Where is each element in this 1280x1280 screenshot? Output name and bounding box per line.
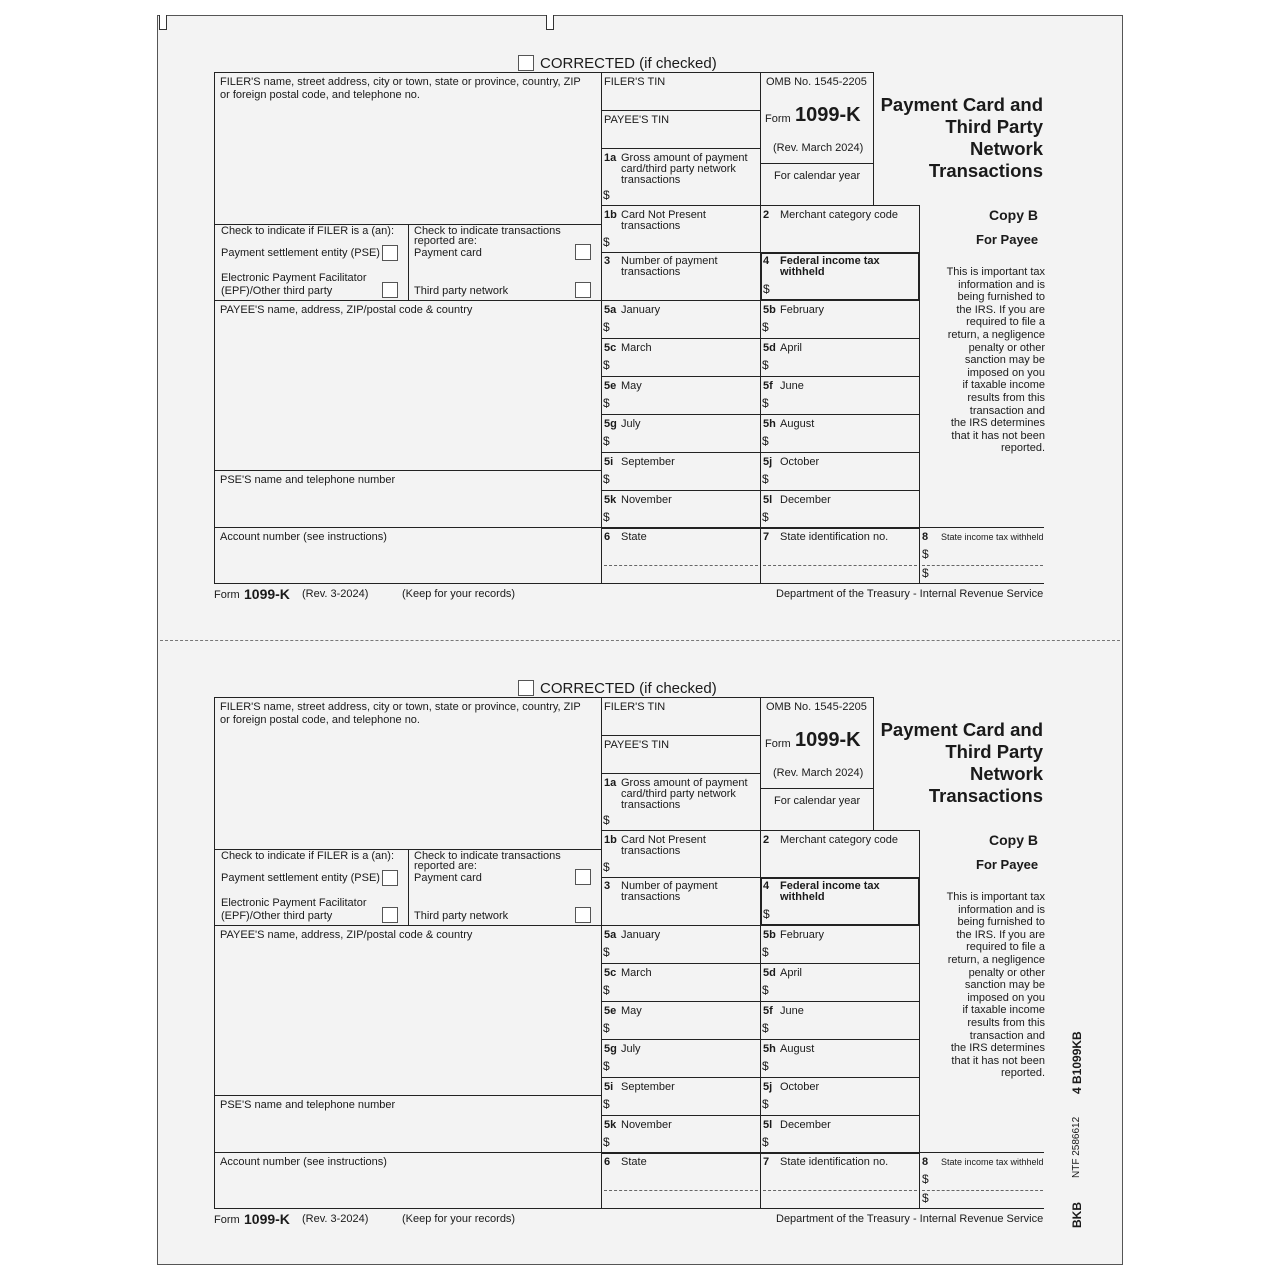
notice-line: transaction and [969,404,1045,417]
filer-name-label-2: or foreign postal code, and telephone no. [220,89,420,101]
box-4-label-2: withheld [780,891,825,903]
footer-department: Department of the Treasury - Internal Revenue Service [776,1213,1044,1225]
notice-line: that it has not been [951,1054,1045,1067]
box-5c-label: March [621,342,652,354]
box-1b-dollar: $ [603,235,610,249]
transaction-type-label-1: Check to indicate transactions [414,225,561,237]
box-5b-number: 5b [763,929,776,941]
box-1a-dollar: $ [603,813,610,827]
box-3-label-1: Number of payment [621,255,718,267]
box-5j-number: 5j [763,1081,773,1093]
epf-label-2: (EPF)/Other third party [221,910,333,922]
box-5a-label: January [621,929,661,941]
box-7-divider [763,565,917,566]
notice-line: imposed on you [967,366,1045,379]
box-5a-dollar: $ [603,945,610,959]
omb-number: OMB No. 1545-2205 [766,76,867,88]
box-8-dollar-1: $ [922,547,929,561]
filer-name-label-1: FILER'S name, street address, city or town, state or province, country, ZIP [220,701,581,713]
form-title-line-1: Payment Card and [880,94,1043,115]
box-1b-number: 1b [604,209,617,221]
year-divider [760,788,874,789]
box-5i-label: September [621,456,675,468]
box-5h-dollar: $ [762,1059,769,1073]
notice-line: required to file a [966,316,1045,329]
notice-line: being furnished to [957,916,1045,929]
box-5b-label: February [780,929,825,941]
notice-line: return, a negligence [947,953,1045,966]
side-code-ntf: NTF 2586612 [1071,1116,1082,1178]
box-5f-number: 5f [763,1005,773,1017]
box-5l-number: 5l [763,494,773,506]
filer-tin-label: FILER'S TIN [604,701,666,713]
notice-line: required to file a [966,941,1045,954]
payment-card-checkbox[interactable] [575,244,591,260]
notice-line: penalty or other [968,966,1045,979]
payment-card-checkbox[interactable] [575,869,591,885]
box-7-divider [763,1190,917,1191]
box-8-divider [922,565,1043,566]
third-party-network-label: Third party network [414,910,509,922]
footer-form-word: Form [214,1214,240,1226]
form-word: Form [765,113,791,125]
notice-line: the IRS determines [950,1042,1045,1055]
box-8-label: State income tax withheld [941,1157,1044,1167]
corrected-label: CORRECTED (if checked) [540,55,717,72]
box-5i-dollar: $ [603,1097,610,1111]
box-5e-number: 5e [604,1005,617,1017]
box-5c-dollar: $ [603,358,610,372]
copy-b-top [0,0,1280,620]
box-5g-number: 5g [604,418,617,430]
box-1a-number: 1a [604,152,617,164]
box-5g-dollar: $ [603,434,610,448]
box-5f-number: 5f [763,380,773,392]
notice-line: imposed on you [967,991,1045,1004]
box-5d-dollar: $ [762,358,769,372]
box-5b-dollar: $ [762,945,769,959]
third-party-network-checkbox[interactable] [575,907,591,923]
box-8-number: 8 [922,531,929,543]
for-payee-label: For Payee [976,232,1039,247]
box-5l-number: 5l [763,1119,773,1131]
box-1b-dollar: $ [603,860,610,874]
box-1a-label-2: card/third party network [621,788,736,800]
omb-box [760,697,874,831]
box-8-dollar-1: $ [922,1172,929,1186]
box-1b-label-2: transactions [621,220,681,232]
box-5g-dollar: $ [603,1059,610,1073]
form-number: 1099-K [795,104,861,126]
for-payee-label: For Payee [976,857,1039,872]
box-1a-label-2: card/third party network [621,163,736,175]
payee-name-label: PAYEE'S name, address, ZIP/postal code & country [220,929,473,941]
calendar-year-label: For calendar year [774,170,861,182]
bottom-rule [214,583,1044,584]
box-5h-label: August [780,1043,815,1055]
box-8-number: 8 [922,1156,929,1168]
transaction-type-label-2: reported are: [414,860,477,872]
box-1a-label-1: Gross amount of payment [621,777,748,789]
box-1b-number: 1b [604,834,617,846]
filer-name-label-2: or foreign postal code, and telephone no. [220,714,420,726]
box-5k-number: 5k [604,494,617,506]
footer-keep-records: (Keep for your records) [402,588,516,600]
box-5h-dollar: $ [762,434,769,448]
box-7-label: State identification no. [780,531,889,543]
omb-box [760,72,874,206]
pse-checkbox[interactable] [382,245,398,261]
box-5b-label: February [780,304,825,316]
corrected-label: CORRECTED (if checked) [540,680,717,697]
box-5d-label: April [780,967,803,979]
account-number-label: Account number (see instructions) [220,1156,387,1168]
footer-revision: (Rev. 3-2024) [302,588,369,600]
copy-label: Copy B [989,207,1038,223]
box-6-number: 6 [604,1156,611,1168]
box-6-label: State [621,531,647,543]
pse-name-label: PSE'S name and telephone number [220,474,396,486]
box-5l-dollar: $ [762,510,769,524]
box-5j-dollar: $ [762,472,769,486]
box-5c-number: 5c [604,967,617,979]
box-1a-number: 1a [604,777,617,789]
box-5e-dollar: $ [603,396,610,410]
box-3-label-2: transactions [621,266,681,278]
notice-line: transaction and [969,1029,1045,1042]
box-5a-number: 5a [604,304,617,316]
box-5e-number: 5e [604,380,617,392]
box-7-number: 7 [763,1156,770,1168]
form-revision: (Rev. March 2024) [773,142,864,154]
box-2-label: Merchant category code [780,209,899,221]
box-1b-label-2: transactions [621,845,681,857]
box-5j-number: 5j [763,456,773,468]
box-5f-label: June [780,1005,804,1017]
box-5e-dollar: $ [603,1021,610,1035]
pse-label: Payment settlement entity (PSE) [221,872,380,884]
notice-line: results from this [967,1016,1045,1029]
notice-line: the IRS. If you are [956,303,1045,316]
payee-name-box[interactable] [214,300,602,471]
box-5l-label: December [780,494,831,506]
notice-line: This is important tax [946,266,1045,278]
pse-checkbox[interactable] [382,870,398,886]
box-5h-number: 5h [763,418,776,430]
box-5h-number: 5h [763,1043,776,1055]
box-5e-label: May [621,1005,642,1017]
footer-form-number: 1099-K [244,586,290,602]
footer-department: Department of the Treasury - Internal Revenue Service [776,588,1044,600]
form-title-line-3: Network [970,138,1043,159]
notice-line: This is important tax [946,891,1045,903]
box-7-number: 7 [763,531,770,543]
calendar-year-label: For calendar year [774,795,861,807]
footer-revision: (Rev. 3-2024) [302,1213,369,1225]
box-5g-label: July [621,1043,641,1055]
form-title [870,719,1043,807]
box-5k-number: 5k [604,1119,617,1131]
form-title-line-3: Network [970,763,1043,784]
form-word: Form [765,738,791,750]
box-5j-dollar: $ [762,1097,769,1111]
box-1a-label-3: transactions [621,799,681,811]
box-5a-label: January [621,304,661,316]
box-8-dollar-2: $ [922,1191,929,1205]
box-5l-dollar: $ [762,1135,769,1149]
box-8-label: State income tax withheld [941,532,1044,542]
filer-type-label: Check to indicate if FILER is a (an): [221,850,395,862]
side-code-form-id: 4 B1099KB [1070,1031,1084,1094]
box-5j-label: October [780,456,820,468]
box-5f-dollar: $ [762,1021,769,1035]
box-4-label-1: Federal income tax [780,880,880,892]
box-2-number: 2 [763,834,770,846]
box-5f-label: June [780,380,804,392]
box-8-divider [922,1190,1043,1191]
payee-notice [920,891,1045,1080]
box-5k-dollar: $ [603,1135,610,1149]
box-3-label-1: Number of payment [621,880,718,892]
box-6-label: State [621,1156,647,1168]
box-7-label: State identification no. [780,1156,889,1168]
box-3-number: 3 [604,880,611,892]
notice-line: reported. [1000,442,1045,455]
box-5b-number: 5b [763,304,776,316]
notice-line: penalty or other [968,341,1045,354]
form-title-line-2: Third Party [945,741,1043,762]
box-5l-label: December [780,1119,831,1131]
box-4-dollar: $ [763,907,770,921]
box-5d-number: 5d [763,342,776,354]
notice-line: information and is [958,278,1045,291]
corrected-checkbox[interactable] [518,680,534,696]
notice-line: the IRS. If you are [956,928,1045,941]
form-title-line-4: Transactions [928,160,1043,181]
box-4-number: 4 [763,255,770,267]
box-1a-label-1: Gross amount of payment [621,152,748,164]
box-5k-label: November [621,494,672,506]
payment-card-label: Payment card [414,247,482,259]
box-1b-label-1: Card Not Present [621,209,706,221]
box-5i-label: September [621,1081,675,1093]
year-divider [760,163,874,164]
box-5a-dollar: $ [603,320,610,334]
box-5i-number: 5i [604,456,614,468]
box-4-label-2: withheld [780,266,825,278]
epf-label-2: (EPF)/Other third party [221,285,333,297]
footer-form-number: 1099-K [244,1211,290,1227]
box-4-number: 4 [763,880,770,892]
box-5i-dollar: $ [603,472,610,486]
footer-form-word: Form [214,589,240,601]
omb-number: OMB No. 1545-2205 [766,701,867,713]
transaction-type-label-1: Check to indicate transactions [414,850,561,862]
account-number-label: Account number (see instructions) [220,531,387,543]
corrected-checkbox[interactable] [518,55,534,71]
box-5k-label: November [621,1119,672,1131]
filer-tin-label: FILER'S TIN [604,76,666,88]
box-5c-number: 5c [604,342,617,354]
epf-checkbox[interactable] [382,907,398,923]
form-title-line-1: Payment Card and [880,719,1043,740]
box-5d-dollar: $ [762,983,769,997]
pse-name-label: PSE'S name and telephone number [220,1099,396,1111]
notice-line: being furnished to [957,291,1045,304]
payment-card-label: Payment card [414,872,482,884]
box-5d-number: 5d [763,967,776,979]
notice-line: sanction may be [964,979,1045,992]
box-6-divider [604,565,758,566]
bottom-rule [214,1208,1044,1209]
box-5k-dollar: $ [603,510,610,524]
footer-keep-records: (Keep for your records) [402,1213,516,1225]
payee-name-box[interactable] [214,925,602,1096]
box-5g-number: 5g [604,1043,617,1055]
copy-label: Copy B [989,832,1038,848]
payee-tin-label: PAYEE'S TIN [604,114,670,126]
copy-b-bottom [0,625,1280,1245]
box-5j-label: October [780,1081,820,1093]
box-5h-label: August [780,418,815,430]
notice-line: information and is [958,903,1045,916]
box-6-number: 6 [604,531,611,543]
filer-name-label-1: FILER'S name, street address, city or town, state or province, country, ZIP [220,76,581,88]
box-5b-dollar: $ [762,320,769,334]
box-3-label-2: transactions [621,891,681,903]
box-3-number: 3 [604,255,611,267]
epf-label-1: Electronic Payment Facilitator [221,272,367,284]
notice-line: sanction may be [964,354,1045,367]
notice-line: results from this [967,391,1045,404]
payee-notice [920,266,1045,455]
box-8-dollar-2: $ [922,566,929,580]
form-title-line-4: Transactions [928,785,1043,806]
payee-tin-label: PAYEE'S TIN [604,739,670,751]
box-1b-label-1: Card Not Present [621,834,706,846]
epf-label-1: Electronic Payment Facilitator [221,897,367,909]
notice-line: if taxable income [962,1004,1045,1017]
box-2-number: 2 [763,209,770,221]
box-2-label: Merchant category code [780,834,899,846]
pse-label: Payment settlement entity (PSE) [221,247,380,259]
form-title-line-2: Third Party [945,116,1043,137]
notice-line: if taxable income [962,379,1045,392]
box-5f-dollar: $ [762,396,769,410]
side-code-bkb: BKB [1070,1202,1084,1228]
box-1a-dollar: $ [603,188,610,202]
payee-name-label: PAYEE'S name, address, ZIP/postal code & country [220,304,473,316]
box-6-divider [604,1190,758,1191]
box-5i-number: 5i [604,1081,614,1093]
box-1a-label-3: transactions [621,174,681,186]
form-revision: (Rev. March 2024) [773,767,864,779]
form-title [870,94,1043,182]
box-4-label-1: Federal income tax [780,255,880,267]
filer-type-label: Check to indicate if FILER is a (an): [221,225,395,237]
third-party-network-checkbox[interactable] [575,282,591,298]
notice-line: reported. [1000,1067,1045,1080]
transaction-type-label-2: reported are: [414,235,477,247]
form-number: 1099-K [795,729,861,751]
box-5c-dollar: $ [603,983,610,997]
box-5e-label: May [621,380,642,392]
box-5g-label: July [621,418,641,430]
box-5c-label: March [621,967,652,979]
notice-line: that it has not been [951,429,1045,442]
box-5a-number: 5a [604,929,617,941]
box-4-dollar: $ [763,282,770,296]
box-5d-label: April [780,342,803,354]
notice-line: return, a negligence [947,328,1045,341]
notice-line: the IRS determines [950,417,1045,430]
epf-checkbox[interactable] [382,282,398,298]
third-party-network-label: Third party network [414,285,509,297]
